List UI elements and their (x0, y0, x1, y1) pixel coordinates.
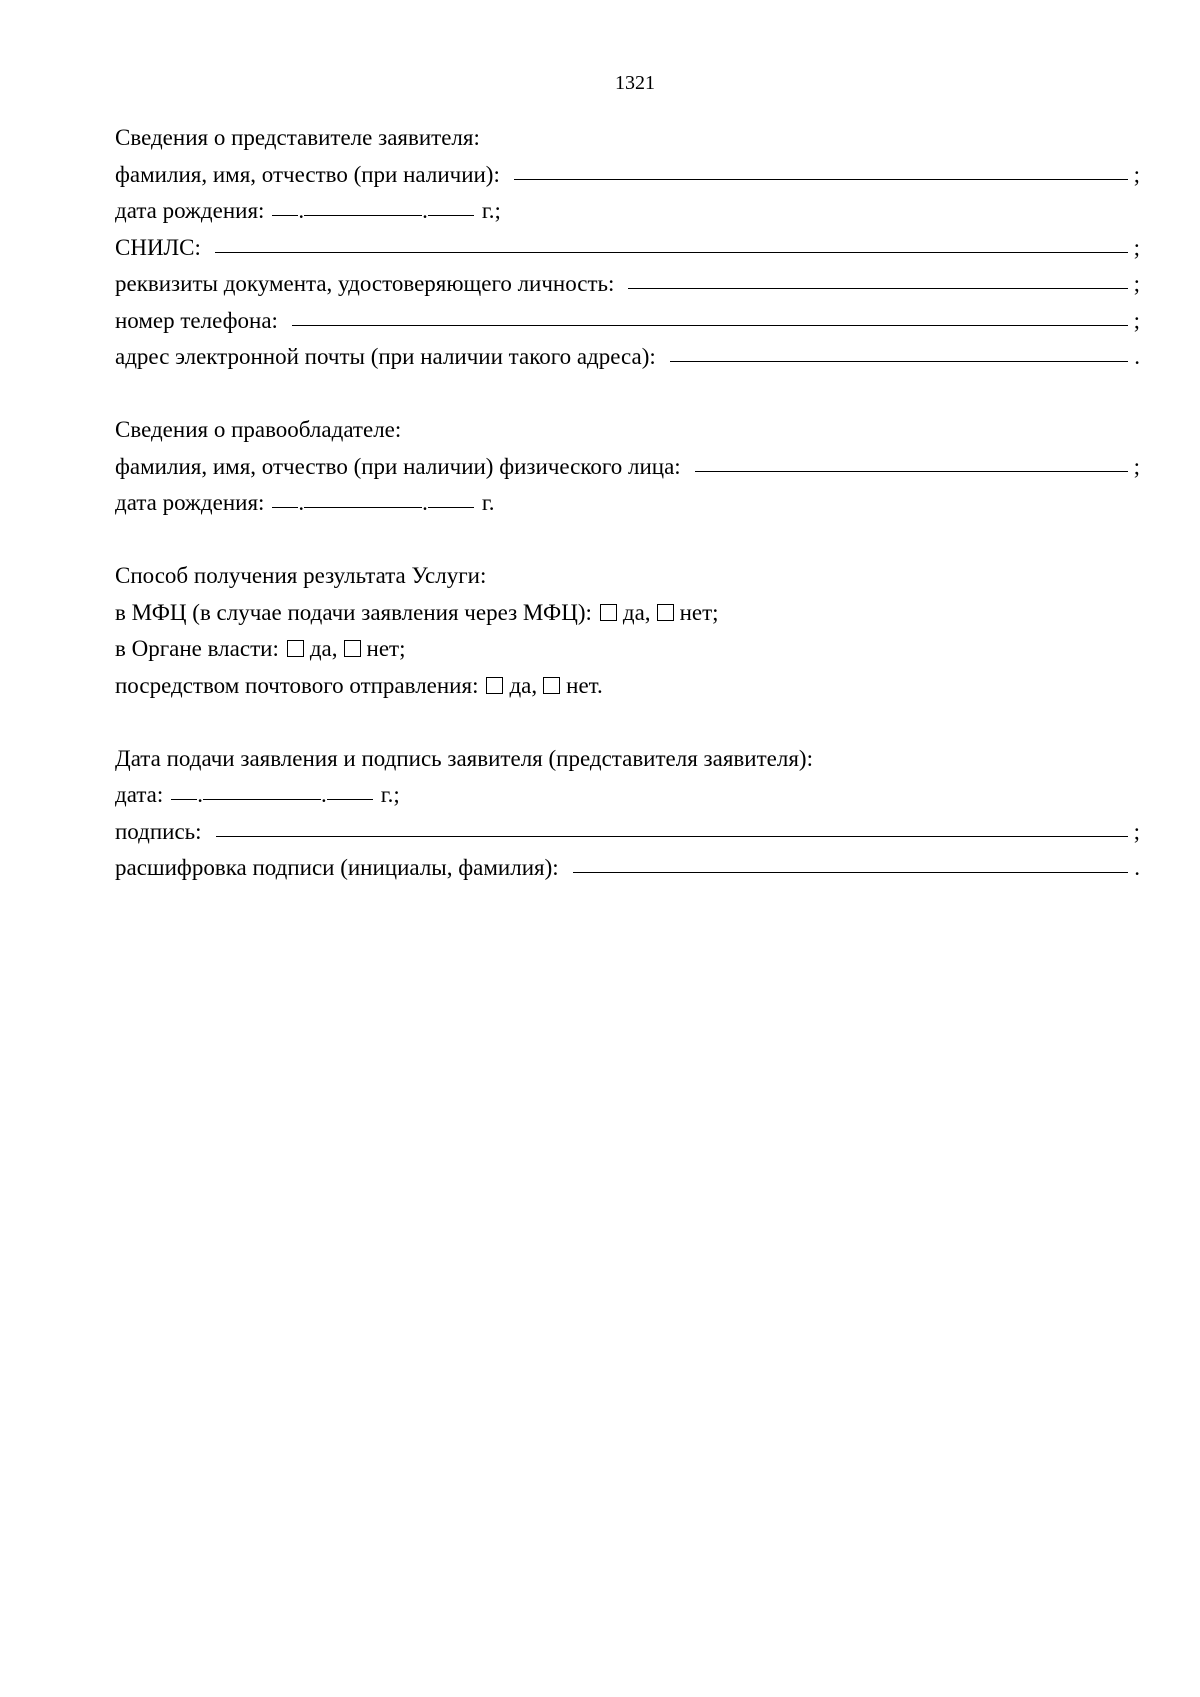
representative-id-doc-field[interactable] (628, 266, 1127, 289)
section-gap (115, 376, 1140, 413)
rights-holder-full-name-row: фамилия, имя, отчество (при наличии) физического лица: ; (115, 449, 1140, 486)
representative-birth-date-row: дата рождения: . . г.; (115, 193, 1140, 230)
representative-full-name-label: фамилия, имя, отчество (при наличии): (115, 161, 500, 187)
representative-id-doc-row: реквизиты документа, удостоверяющего личность: ; (115, 266, 1140, 303)
mfc-yes-checkbox[interactable] (600, 604, 617, 621)
representative-phone-row: номер телефона: ; (115, 303, 1140, 340)
signature-field[interactable] (216, 814, 1128, 837)
page-number: 1321 (615, 72, 655, 94)
section-gap (115, 522, 1140, 559)
signature-row: подпись: ; (115, 814, 1140, 851)
representative-phone-field[interactable] (292, 303, 1128, 326)
representative-phone-label: номер телефона: (115, 307, 278, 333)
rights-holder-full-name-field[interactable] (695, 449, 1128, 472)
representative-birth-month-field[interactable] (304, 193, 422, 216)
signature-month-field[interactable] (203, 777, 321, 800)
signature-date-label: дата: (115, 782, 164, 807)
signature-date-row: дата: . . г.; (115, 777, 1140, 814)
form-content (115, 120, 1140, 887)
result-method-option-post: посредством почтового отправления: да, нет. (115, 672, 603, 698)
signature-year-field[interactable] (327, 777, 373, 800)
representative-snils-row: СНИЛС: ; (115, 230, 1140, 267)
rights-holder-full-name-label: фамилия, имя, отчество (при наличии) физического лица: (115, 453, 681, 479)
representative-snils-label: СНИЛС: (115, 234, 201, 260)
signature-heading: Дата подачи заявления и подпись заявителя (представителя заявителя): (115, 745, 813, 771)
representative-id-doc-label: реквизиты документа, удостоверяющего личность: (115, 271, 615, 296)
signature-label: подпись: (115, 818, 202, 844)
signature-transcript-label: расшифровка подписи (инициалы, фамилия): (115, 855, 559, 880)
rights-holder-birth-date-label: дата рождения: (115, 490, 265, 515)
signature-day-field[interactable] (171, 777, 197, 800)
representative-snils-field[interactable] (215, 230, 1128, 253)
post-yes-checkbox[interactable] (486, 677, 503, 694)
mfc-no-checkbox[interactable] (657, 604, 674, 621)
signature-transcript-row: расшифровка подписи (инициалы, фамилия): . (115, 850, 1140, 887)
representative-email-row: адрес электронной почты (при наличии такого адреса): . (115, 339, 1140, 376)
post-no-checkbox[interactable] (543, 677, 560, 694)
representative-email-field[interactable] (670, 339, 1128, 362)
representative-email-label: адрес электронной почты (при наличии такого адреса): (115, 344, 656, 369)
authority-no-checkbox[interactable] (344, 640, 361, 657)
representative-heading: Сведения о представителе заявителя: (115, 125, 480, 150)
representative-birth-date-label: дата рождения: (115, 198, 265, 223)
rights-holder-birth-day-field[interactable] (272, 485, 298, 508)
result-method-option-authority: в Органе власти: да, нет; (115, 636, 406, 661)
representative-full-name-field[interactable] (514, 157, 1128, 180)
rights-holder-heading: Сведения о правообладателе: (115, 417, 402, 442)
section-gap (115, 704, 1140, 741)
representative-full-name-row: фамилия, имя, отчество (при наличии): ; (115, 157, 1140, 194)
representative-birth-day-field[interactable] (272, 193, 298, 216)
rights-holder-birth-year-field[interactable] (428, 485, 474, 508)
representative-birth-year-field[interactable] (428, 193, 474, 216)
authority-yes-checkbox[interactable] (287, 640, 304, 657)
rights-holder-birth-month-field[interactable] (304, 485, 422, 508)
signature-transcript-field[interactable] (573, 850, 1129, 873)
rights-holder-birth-date-row: дата рождения: . . г. (115, 485, 1140, 522)
result-method-option-mfc: в МФЦ (в случае подачи заявления через МФЦ): да, нет; (115, 599, 719, 625)
result-method-heading: Способ получения результата Услуги: (115, 563, 487, 588)
